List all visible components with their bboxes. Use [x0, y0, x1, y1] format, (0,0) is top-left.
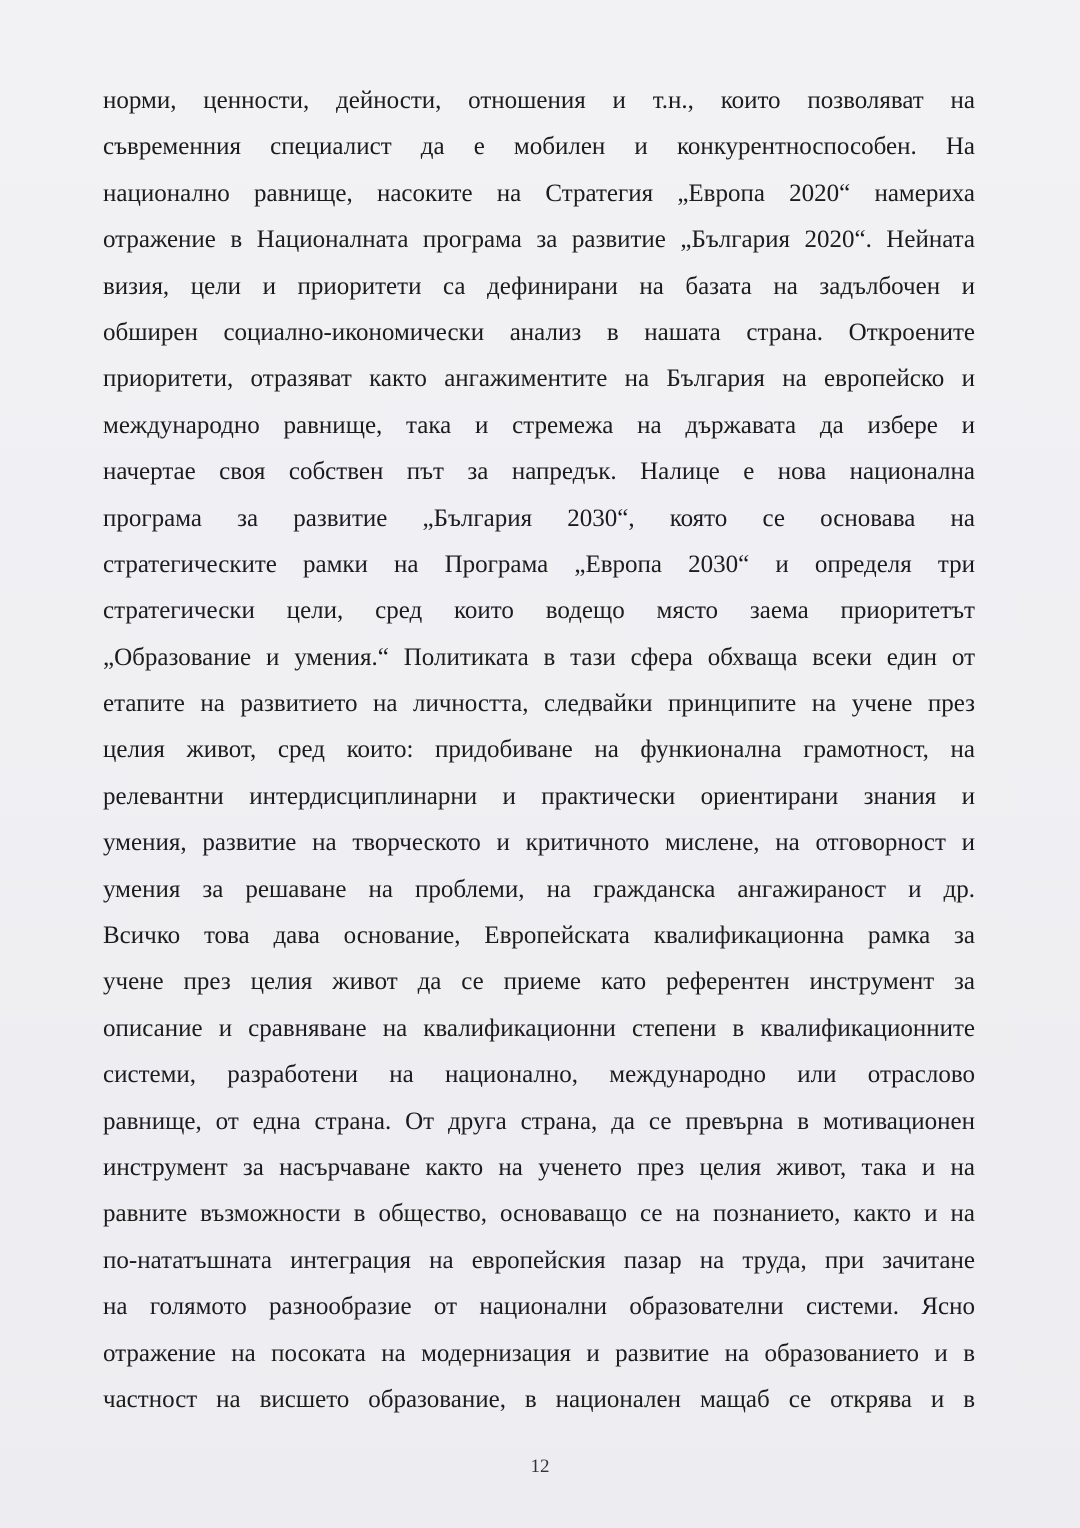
text-line: стратегическите рамки на Програма „Европа 2030“ и определя три: [103, 550, 975, 578]
text-line: „Образование и умения.“ Политиката в тази сфера обхваща всеки един от: [103, 643, 975, 671]
text-line: равнище, от една страна. От друга страна, да се превърна в мотивационен: [103, 1107, 975, 1135]
text-line: съвременния специалист да е мобилен и конкурентноспособен. На: [103, 133, 975, 161]
text-line: инструмент за насърчаване както на ученето през целия живот, така и на: [103, 1153, 975, 1181]
text-line: отражение в Националната програма за развитие „България 2020“. Нейната: [103, 226, 975, 254]
text-line: системи, разработени на национално, международно или отраслово: [103, 1061, 975, 1089]
page-number: 12: [530, 1456, 550, 1477]
text-line: програма за развитие „България 2030“, която се основава на: [103, 504, 975, 532]
text-line: учене през целия живот да се приеме като референтен инструмент за: [103, 968, 975, 996]
text-line: начертае своя собствен път за напредък. Налице е нова национална: [103, 458, 975, 486]
text-line: описание и сравняване на квалификационни степени в квалификационните: [103, 1014, 975, 1042]
text-line: приоритети, отразяват както ангажиментите на България на европейско и: [103, 365, 975, 393]
text-line: Всичко това дава основание, Европейската квалификационна рамка за: [103, 922, 975, 950]
text-line: равните възможности в общество, основаващо се на познанието, както и на: [103, 1200, 975, 1228]
text-line: отражение на посоката на модернизация и развитие на образованието и в: [103, 1339, 975, 1367]
body-text: [103, 78, 975, 1423]
text-line: норми, ценности, дейности, отношения и т.н., които позволяват на: [103, 87, 975, 114]
text-line: умения, развитие на творческото и критичното мислене, на отговорност и: [103, 829, 975, 857]
text-line: на голямото разнообразие от национални образователни системи. Ясно: [103, 1293, 975, 1321]
text-line: международно равнище, така и стремежа на държавата да избере и: [103, 411, 975, 439]
text-line: частност на висшето образование, в национален мащаб се открява и в: [103, 1385, 975, 1413]
text-line: визия, цели и приоритети са дефинирани на базата на задълбочен и: [103, 272, 975, 300]
text-line: по-нататъшната интеграция на европейския пазар на труда, при зачитане: [103, 1246, 975, 1274]
text-line: релевантни интердисциплинарни и практически ориентирани знания и: [103, 782, 975, 810]
text-line: етапите на развитието на личността, следвайки принципите на учене през: [103, 690, 975, 718]
text-line: национално равнище, насоките на Стратегия „Европа 2020“ намериха: [103, 179, 975, 207]
text-line: умения за решаване на проблеми, на гражданска ангажираност и др.: [103, 875, 975, 903]
text-line: стратегически цели, сред които водещо място заема приоритетът: [103, 597, 975, 625]
text-line: обширен социално-икономически анализ в нашата страна. Откроените: [103, 318, 975, 346]
text-line: целия живот, сред които: придобиване на функионална грамотност, на: [103, 736, 975, 764]
